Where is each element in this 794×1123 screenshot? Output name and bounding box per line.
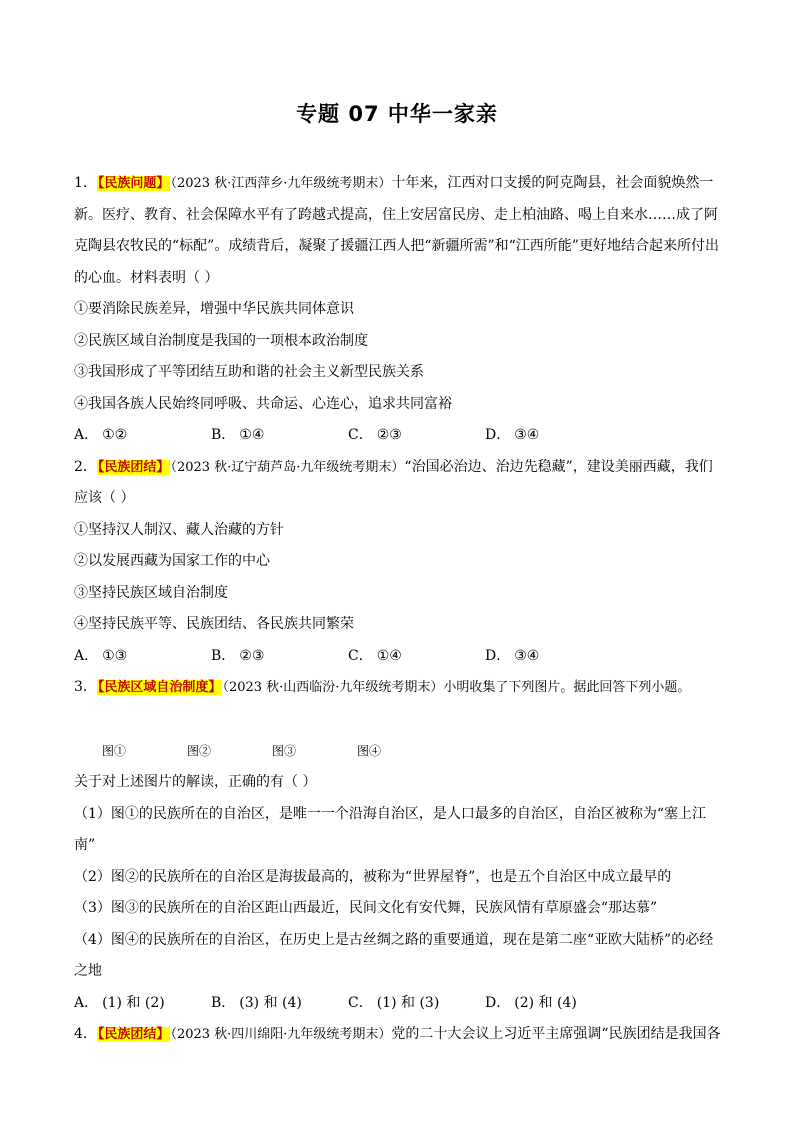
option-statement: （1）图①的民族所在的自治区，是唯一一个沿海自治区，是人口最多的自治区，自治区被称为“塞上江南”	[74, 805, 707, 853]
choice-a[interactable]: A． (1) 和 (2)	[74, 994, 165, 1011]
question-text: 党的二十大会议上习近平主席强调“民族团结是我国各	[391, 1026, 721, 1042]
option-statement: （4）图④的民族所在的自治区，在历史上是古丝绸之路的重要通道，现在是第二座“亚欧大陆桥”的必经之地	[74, 931, 714, 979]
option-statement: ②以发展西藏为国家工作的中心	[74, 553, 270, 569]
option-statement: （3）图③的民族所在的自治区距山西最近，民间文化有安代舞，民族风情有草原盛会“那达慕”	[74, 900, 658, 916]
question-4	[74, 1019, 724, 1051]
choice-d[interactable]: D． (2) 和 (4)	[485, 994, 577, 1011]
option-statement: ③坚持民族区域自治制度	[74, 584, 228, 601]
choice-b[interactable]: B． (3) 和 (4)	[211, 994, 302, 1011]
question-stem	[74, 672, 724, 704]
question-stem	[74, 452, 724, 515]
answer-choices	[74, 420, 724, 452]
question-2	[74, 452, 724, 673]
option-statement: ③我国形成了平等团结互助和谐的社会主义新型民族关系	[74, 364, 424, 380]
question-source: （2023 秋·辽宁葫芦岛·九年级统考期末）	[170, 459, 405, 475]
choice-a[interactable]: A． ①③	[74, 647, 128, 664]
topic-tag: 【民族团结】	[97, 1027, 170, 1042]
option-statement: ④我国各族人民始终同呼吸、共命运、心连心，追求共同富裕	[74, 395, 452, 412]
figure-label-1: 图①	[102, 743, 127, 758]
page-title: 专题 07 中华一家亲	[296, 102, 498, 126]
topic-tag: 【民族团结】	[97, 459, 170, 475]
topic-tag: 【民族问题】	[97, 176, 170, 191]
choice-d[interactable]: D． ③④	[485, 427, 540, 443]
question-number: 2．	[74, 458, 97, 475]
sub-question-stem: 关于对上述图片的解读，正确的有（ ）	[74, 774, 317, 790]
question-stem	[74, 168, 724, 294]
question-number: 3．	[74, 679, 97, 695]
option-statement: ①坚持汉人制汉、藏人治藏的方针	[74, 521, 284, 538]
question-stem	[74, 1019, 724, 1051]
document-body	[74, 168, 724, 1051]
topic-tag: 【民族区域自治制度】	[97, 680, 222, 695]
question-text: 十年来，江西对口支援的阿克陶县，社会面貌焕然一新。医疗、教育、社会保障水平有了跨越式提高，住上安居富民房、走上柏油路、喝上自来水……成了阿克陶县农牧民的“标配”。成绩背后，凝聚了援疆江西人把“新疆所需”和“江西所能”更好地结合起来所付出的心血。材料表明（ ）	[74, 175, 719, 286]
choice-d[interactable]: D． ③④	[485, 647, 540, 664]
figure-label-2: 图②	[187, 743, 212, 758]
choice-b[interactable]: B． ①④	[211, 427, 265, 443]
answer-choices	[74, 988, 724, 1020]
choice-c[interactable]: C． (1) 和 (3)	[348, 994, 440, 1011]
choice-c[interactable]: C． ①④	[348, 647, 402, 664]
question-number: 4．	[74, 1026, 97, 1042]
question-source: （2023 秋·江西萍乡·九年级统考期末）	[170, 176, 392, 191]
question-1	[74, 168, 724, 452]
answer-choices	[74, 641, 724, 673]
question-source: （2023 秋·山西临汾·九年级统考期末）	[222, 680, 444, 695]
question-text: 小明收集了下列图片。据此回答下列小题。	[443, 680, 691, 695]
figure-label-4: 图④	[357, 743, 382, 758]
option-statement: （2）图②的民族所在的自治区是海拔最高的，被称为“世界屋脊”，也是五个自治区中成立最早的	[74, 868, 672, 885]
option-statement: ①要消除民族差异，增强中华民族共同体意识	[74, 301, 354, 317]
figure-label-3: 图③	[272, 743, 297, 758]
figure-labels	[74, 736, 724, 768]
option-statement: ④坚持民族平等、民族团结、各民族共同繁荣	[74, 616, 354, 632]
question-text: “治国必治边、治边先稳藏”，建设美丽西藏，我们应该（ ）	[74, 458, 713, 506]
option-statement: ②民族区域自治制度是我国的一项根本政治制度	[74, 332, 368, 349]
question-source: （2023 秋·四川绵阳·九年级统考期末）	[170, 1027, 392, 1042]
choice-b[interactable]: B． ②③	[211, 647, 265, 664]
question-number: 1．	[74, 175, 97, 191]
question-3	[74, 672, 724, 1019]
choice-c[interactable]: C． ②③	[348, 427, 402, 443]
choice-a[interactable]: A． ①②	[74, 427, 128, 443]
